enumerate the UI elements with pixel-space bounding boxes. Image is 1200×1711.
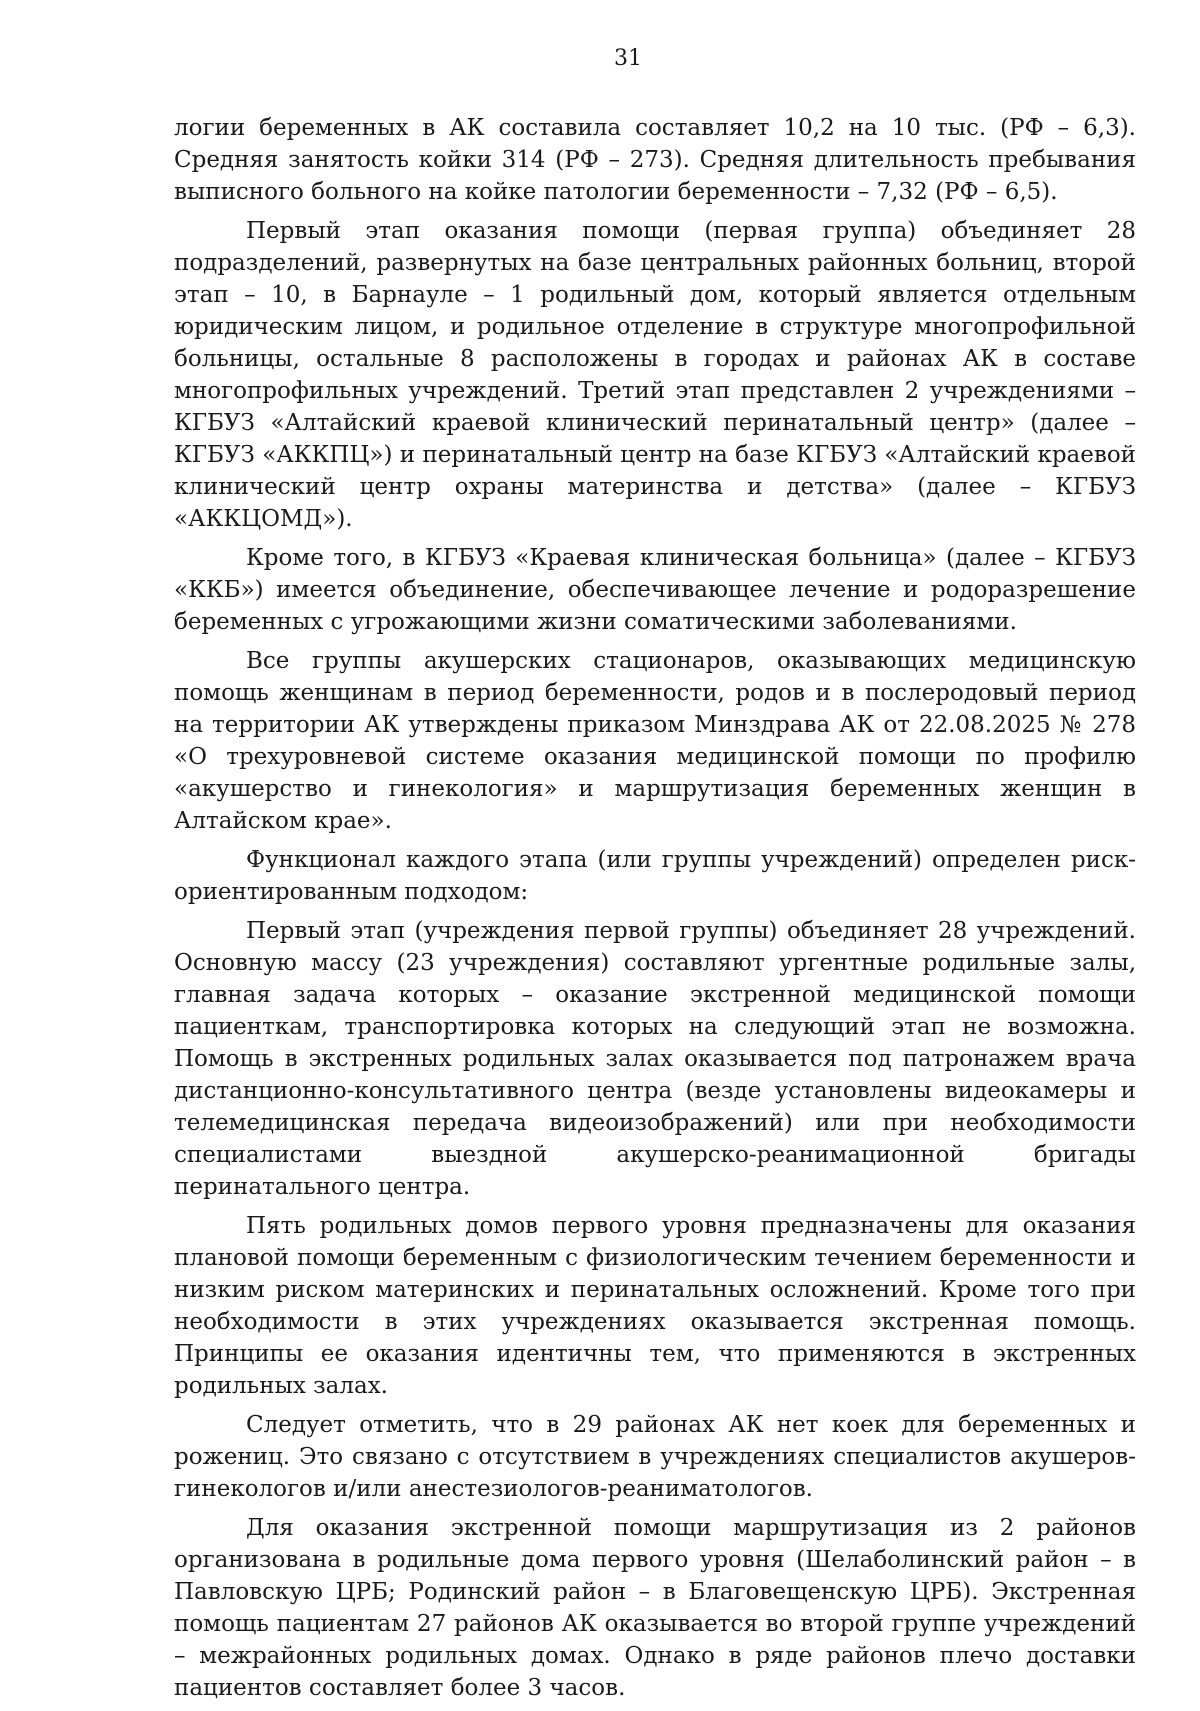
paragraph-kkb-unit: Кроме того, в КГБУЗ «Краевая клиническая больница» (далее – КГБУЗ «ККБ») имеется объединение, обеспечивающее лечение и родоразрешение беременных с угрожающими жизни соматическими заболеваниями. xyxy=(174,545,1136,635)
paragraph-order-approval: Все группы акушерских стационаров, оказывающих медицинскую помощь женщинам в период беременности, родов и в послеродовый период на территории АК утверждены приказом Минздрава АК от 22.08.2025 № 278 «О трехуровневой системе оказания медицинской помощи по профилю «акушерство и гинекология» и маршрутизация беременных женщин в Алтайском крае». xyxy=(174,648,1136,834)
paragraph-emergency-routing: Для оказания экстренной помощи маршрутизация из 2 районов организована в родильные дома первого уровня (Шелаболинский район – в Павловскую ЦРБ; Родинский район – в Благовещенскую ЦРБ). Экстренная помощь пациентам 27 районов АК оказывается во второй группе учреждений – межрайонных родильных домах. Однако в ряде районов плечо доставки пациентов составляет более 3 часов. xyxy=(174,1515,1136,1701)
page-number: 31 xyxy=(614,46,642,71)
paragraph-stages-overview: Первый этап оказания помощи (первая группа) объединяет 28 подразделений, развернутых на базе центральных районных больниц, второй этап – 10, в Барнауле – 1 родильный дом, который является отдельным юридическим лицом, и родильное отделение в структуре многопрофильной больницы, остальные 8 расположены в городах и районах АК в составе многопрофильных учреждений. Третий этап представлен 2 учреждениями – КГБУЗ «Алтайский краевой клинический перинатальный центр» (далее – КГБУЗ «АККПЦ») и перинатальный центр на базе КГБУЗ «Алтайский краевой клинический центр охраны материнства и детства» (далее – КГБУЗ «АККЦОМД»). xyxy=(174,218,1136,532)
paragraph-maternity-homes: Пять родильных домов первого уровня предназначены для оказания плановой помощи беременным с физиологическим течением беременности и низким риском материнских и перинатальных осложнений. Кроме того при необходимости в этих учреждениях оказывается экстренная помощь. Принципы ее оказания идентичны тем, что применяются в экстренных родильных залах. xyxy=(174,1213,1136,1399)
paragraph-first-stage: Первый этап (учреждения первой группы) объединяет 28 учреждений. Основную массу (23 учреждения) составляют ургентные родильные залы, главная задача которых – оказание экстренной медицинской помощи пациенткам, транспортировка которых на следующий этап не возможна. Помощь в экстренных родильных залах оказывается под патронажем врача дистанционно-консультативного центра (везде установлены видеокамеры и телемедицинская передача видеоизображений) или при необходимости специалистами выездной акушерско-реанимационной бригады перинатального центра. xyxy=(174,918,1136,1200)
paragraph-continuation: логии беременных в АК составила составляет 10,2 на 10 тыс. (РФ – 6,3). Средняя занятость койки 314 (РФ – 273). Средняя длительность пребывания выписного больного на койке патологии беременности – 7,32 (РФ – 6,5). xyxy=(174,115,1136,205)
paragraph-risk-approach: Функционал каждого этапа (или группы учреждений) определен риск-ориентированным подходом: xyxy=(174,847,1136,905)
paragraph-districts-without-beds: Следует отметить, что в 29 районах АК нет коек для беременных и рожениц. Это связано с отсутствием в учреждениях специалистов акушеров-гинекологов и/или анестезиологов-реаниматологов. xyxy=(174,1412,1136,1502)
document-body xyxy=(174,112,1136,1711)
